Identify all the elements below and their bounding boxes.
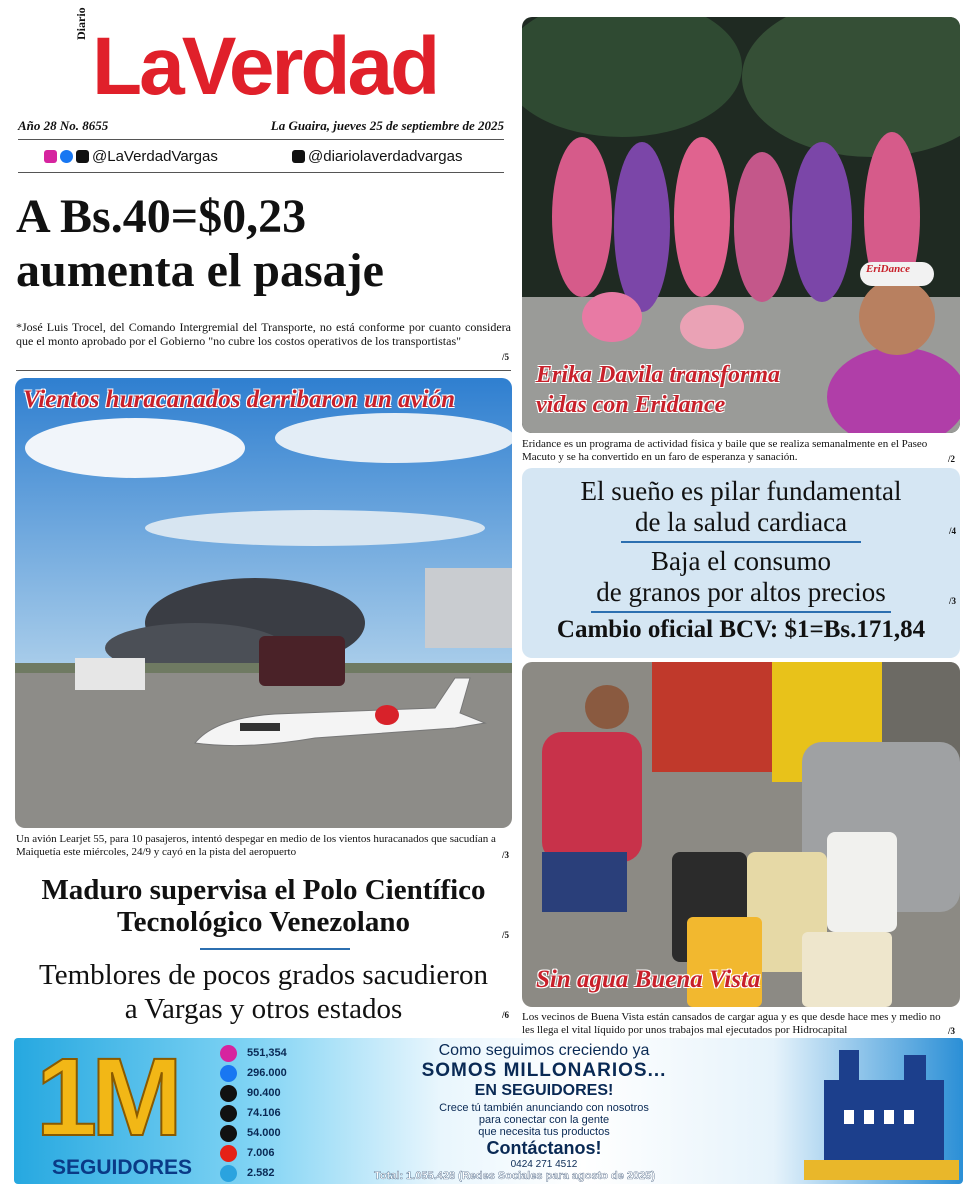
briefs-divider-2 xyxy=(591,611,891,613)
follower-stat xyxy=(220,1043,287,1063)
follower-count: 296.000 xyxy=(247,1067,287,1079)
tiktok-icon xyxy=(292,150,305,163)
lead-summary: *José Luis Trocel, del Comando Intergremial del Transporte, no está conforme por cuanto considera que el monto aprobado por el Gobierno "no cubre los costos operativos de los transportistas" xyxy=(16,320,511,348)
maduro-line-1: Maduro supervisa el Polo Científico xyxy=(41,874,486,906)
briefs-box xyxy=(522,468,960,658)
issue-number: Año 28 No. 8655 xyxy=(18,118,109,133)
sleep-page-ref[interactable]: /4 xyxy=(948,526,956,536)
lead-headline-line-2: aumenta el pasaje xyxy=(16,244,384,297)
quakes-line-2: a Vargas y otros estados xyxy=(124,993,403,1025)
social-handle-right-text: @diariolaverdadvargas xyxy=(308,148,463,165)
ad-phone[interactable]: 0424 271 4512 xyxy=(510,1159,578,1170)
tiktok-icon xyxy=(220,1125,237,1142)
one-million-mark: 1M xyxy=(36,1038,177,1159)
lead-headline[interactable] xyxy=(16,190,506,298)
follower-stat xyxy=(220,1103,287,1123)
facebook-icon xyxy=(220,1065,237,1082)
quakes-line-1: Temblores de pocos grados sacudieron xyxy=(39,959,488,991)
eridance-title-line-2: vidas con Eridance xyxy=(536,392,726,418)
facebook-icon xyxy=(60,150,73,163)
follower-stat xyxy=(220,1163,287,1183)
social-handle-right[interactable] xyxy=(292,148,462,165)
instagram-icon xyxy=(220,1045,237,1062)
plane-photo-art xyxy=(15,378,512,828)
grains-page-ref[interactable]: /3 xyxy=(948,596,956,606)
ad-line-6: que necesita tus productos xyxy=(478,1126,610,1138)
plane-caption: Un avión Learjet 55, para 10 pasajeros, intentó despegar en medio de los vientos huracanados que sacudían a Maiquetía este miércoles, 24/9 y cayó en la pista del aeropuerto xyxy=(16,833,496,858)
follower-count: 551,354 xyxy=(247,1047,287,1059)
telegram-icon xyxy=(220,1165,237,1182)
follower-count: 90.400 xyxy=(247,1087,281,1099)
lead-page-ref[interactable]: /5 xyxy=(502,352,510,362)
sleep-line-1: El sueño es pilar fundamental xyxy=(580,476,902,506)
lead-headline-line-1: A Bs.40=$0,23 xyxy=(16,190,307,243)
water-title: Sin agua Buena Vista xyxy=(536,966,761,993)
maduro-divider xyxy=(200,948,350,950)
eridance-photo[interactable] xyxy=(522,17,960,433)
water-photo-art xyxy=(522,662,960,1007)
grains-line-1: Baja el consumo xyxy=(651,546,831,576)
social-handle-left[interactable] xyxy=(44,148,218,165)
newspaper-logo[interactable]: LaVerdad xyxy=(92,21,438,112)
masthead-rule-bottom xyxy=(18,172,504,173)
maduro-line-2: Tecnológico Venezolano xyxy=(117,906,410,938)
plane-page-ref[interactable]: /3 xyxy=(502,850,510,860)
follower-stat xyxy=(220,1083,287,1103)
lead-rule xyxy=(16,370,511,371)
follower-stat xyxy=(220,1143,287,1163)
maduro-headline[interactable] xyxy=(16,874,511,938)
follower-stat xyxy=(220,1063,287,1083)
dateline: La Guaira, jueves 25 de septiembre de 2025 xyxy=(270,118,504,133)
x-icon xyxy=(76,150,89,163)
plane-title: Vientos huracanados derribaron un avión xyxy=(23,386,456,413)
follower-count: 2.582 xyxy=(247,1167,275,1179)
eridance-page-ref[interactable]: /2 xyxy=(948,454,956,464)
diario-label: Diario xyxy=(74,7,88,40)
water-page-ref[interactable]: /3 xyxy=(948,1026,956,1036)
eridance-cap-label: EriDance xyxy=(866,263,910,275)
maduro-page-ref[interactable]: /5 xyxy=(502,930,510,940)
seguidores-label: SEGUIDORES xyxy=(52,1156,193,1179)
follower-stat xyxy=(220,1123,287,1143)
plane-photo[interactable] xyxy=(15,378,512,828)
ad-line-1: Como seguimos creciendo ya xyxy=(438,1042,650,1059)
ad-line-4: Crece tú también anunciando con nosotros xyxy=(439,1102,649,1114)
follower-count: 74.106 xyxy=(247,1107,281,1119)
instagram-icon xyxy=(44,150,57,163)
grains-brief[interactable] xyxy=(522,546,960,608)
ad-line-3: EN SEGUIDORES! xyxy=(474,1082,614,1099)
follower-stats xyxy=(220,1043,287,1183)
water-caption: Los vecinos de Buena Vista están cansados de cargar agua y es que desde hace mes y medio no les llega el vital líquido por unos trabajos mal ejecutados por Hidrocapital xyxy=(522,1011,941,1036)
threads-icon xyxy=(220,1085,237,1102)
masthead xyxy=(14,7,504,184)
ad-line-5: para conectar con la gente xyxy=(478,1114,610,1126)
follower-count: 7.006 xyxy=(247,1147,275,1159)
ad-copy xyxy=(344,1042,744,1170)
bcv-rate[interactable]: Cambio oficial BCV: $1=Bs.171,84 xyxy=(556,616,926,643)
sleep-line-2: de la salud cardiaca xyxy=(634,507,848,537)
briefs-divider-1 xyxy=(621,541,861,543)
water-photo[interactable] xyxy=(522,662,960,1007)
quakes-headline[interactable] xyxy=(16,958,511,1026)
follower-count: 54.000 xyxy=(247,1127,281,1139)
eridance-title xyxy=(536,360,780,420)
sleep-brief[interactable] xyxy=(522,476,960,538)
eridance-title-line-1: Erika Davila transforma xyxy=(536,362,781,388)
ad-line-2: SOMOS MILLONARIOS... xyxy=(421,1060,667,1081)
x-icon xyxy=(220,1105,237,1122)
youtube-icon xyxy=(220,1145,237,1162)
quakes-page-ref[interactable]: /6 xyxy=(502,1010,510,1020)
ad-contact[interactable]: Contáctanos! xyxy=(486,1138,602,1158)
social-handle-left-text: @LaVerdadVargas xyxy=(92,148,218,165)
eridance-caption: Eridance es un programa de actividad física y baile que se realiza semanalmente en el Paseo Macuto y se ha convertido en un faro de esperanza y sanación. xyxy=(522,438,928,463)
ad-total: Total: 1.055.428 (Redes Sociales para agosto de 2025) xyxy=(374,1170,656,1182)
followers-ad[interactable] xyxy=(14,1038,963,1184)
grains-line-2: de granos por altos precios xyxy=(596,577,886,607)
la-guaira-fort-icon xyxy=(804,1040,959,1180)
masthead-rule-top xyxy=(18,139,504,140)
